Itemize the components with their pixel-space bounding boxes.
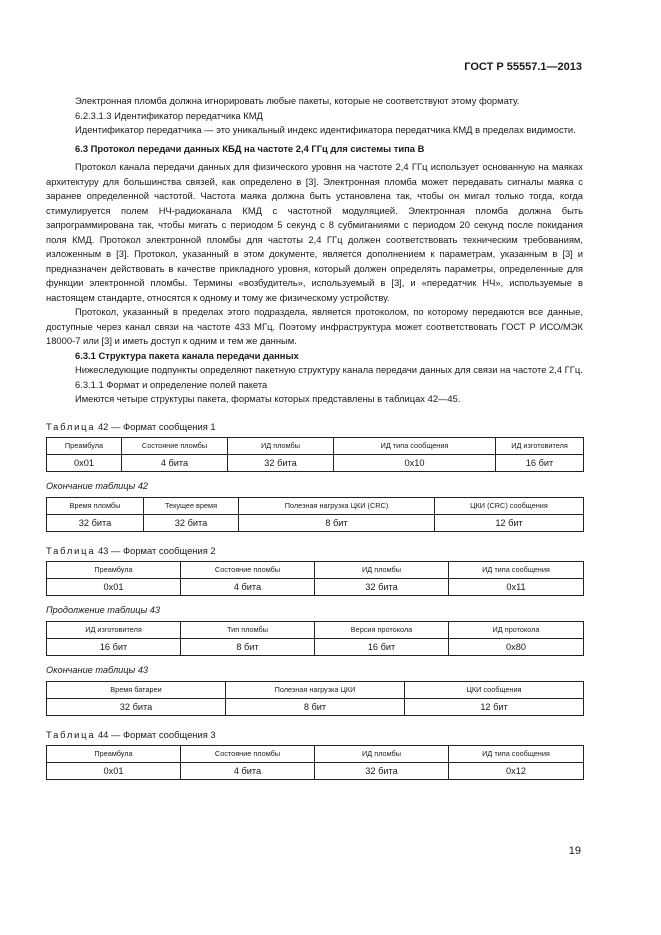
header-cell: ЦКИ (CRC) сообщения (435, 497, 584, 514)
header-cell: ИД изготовителя (47, 621, 181, 638)
value-cell: 16 бит (315, 638, 449, 655)
page-body (46, 94, 583, 780)
header-cell: ИД типа сообщения (334, 437, 496, 454)
table-42-end (46, 497, 584, 532)
value-cell: 12 бит (435, 514, 584, 531)
table-header-row (47, 561, 584, 578)
table-label-word: Таблица (46, 420, 96, 432)
table-row (47, 454, 584, 471)
table-43-continued (46, 621, 584, 656)
value-cell: 32 бита (47, 514, 144, 531)
table-label-rest: 44 — Формат сообщения 3 (95, 728, 216, 740)
value-cell: 12 бит (405, 698, 584, 715)
value-cell: 0x12 (449, 762, 584, 779)
value-cell: 8 бит (181, 638, 315, 655)
paragraph: Протокол канала передачи данных для физического уровня на частоте 2,4 ГГц использует основанную на маяках архитектуру для большинства связей, как определено в [3]. Электронная пломба может передавать сигналы маяка с заранее определенной частотой. Частота маяка должна быть установлена так, чтобы он мигал только тогда, когда стимулируется полем НЧ-радиоканала КМД с частотной модуляцией. Электронная пломба должна быть запрограммирована так, чтобы мигать с периодом 5 секунд с 8 субмиганиями с периодом 20 секунд после покидания поля КМД. Протокол электронной пломбы для частоты 2,4 ГГц должен соответствовать техническим требованиям, изложенным в [3]. Протокол, указанный в этом документе, является дополнением к параметрам, указанным в [3] и предназначен действовать в качестве прикладного уровня, который должен определять параметры, определенные для функции электронной пломбы. Термины «возбудитель», используемый в [3], и «передатчик НЧ», используемые в настоящем стандарте, относятся к одному и тому же физическому устройству. (46, 161, 583, 303)
header-cell: ИД пломбы (315, 561, 449, 578)
page-number: 19 (568, 845, 581, 857)
value-cell: 16 бит (496, 454, 584, 471)
clause-heading: 6.2.3.1.3 Идентификатор передатчика КМД (75, 109, 263, 121)
value-cell: 32 бита (47, 698, 226, 715)
paragraph: Идентификатор передатчика — это уникальный индекс идентификатора передатчика КМД в пределах видимости. (75, 124, 576, 135)
header-cell: ИД изготовителя (496, 437, 584, 454)
table-row (47, 698, 584, 715)
value-cell: 0x11 (449, 578, 584, 595)
header-cell: Время пломбы (47, 497, 144, 514)
value-cell: 8 бит (226, 698, 405, 715)
table-44-caption (46, 728, 583, 741)
header-cell: ИД пломбы (315, 745, 449, 762)
value-cell: 0x01 (47, 578, 181, 595)
value-cell: 0x01 (47, 454, 122, 471)
table-row (47, 514, 584, 531)
header-cell: ИД типа сообщения (449, 561, 584, 578)
table-header-row (47, 497, 584, 514)
header-cell: Тип пломбы (181, 621, 315, 638)
header-cell: Состояние пломбы (181, 745, 315, 762)
header-cell: ИД пломбы (228, 437, 334, 454)
table-43-caption (46, 544, 583, 557)
table-label-rest: 42 — Формат сообщения 1 (95, 420, 216, 432)
table-end-label: Окончание таблицы 43 (46, 664, 149, 675)
value-cell: 32 бита (144, 514, 239, 531)
header-cell: Версия протокола (315, 621, 449, 638)
value-cell: 32 бита (228, 454, 334, 471)
paragraph: Электронная пломба должна игнорировать любые пакеты, которые не соответствуют этому формату. (75, 95, 520, 106)
table-row (47, 578, 584, 595)
value-cell: 0x80 (449, 638, 584, 655)
document-header: ГОСТ Р 55557.1—2013 (464, 61, 582, 73)
value-cell: 32 бита (315, 762, 449, 779)
table-continuation-label: Продолжение таблицы 43 (46, 604, 161, 615)
paragraph: Нижеследующие подпункты определяют пакетную структуру канала передачи данных для связи на частоте 2,4 ГГц. (75, 364, 583, 375)
table-43-end (46, 681, 584, 716)
value-cell: 0x10 (334, 454, 496, 471)
table-label-rest: 43 — Формат сообщения 2 (95, 544, 216, 556)
header-cell: Время батареи (47, 681, 226, 698)
table-43 (46, 561, 584, 596)
table-header-row (47, 745, 584, 762)
table-42 (46, 437, 584, 472)
header-cell: Преамбула (47, 437, 122, 454)
table-row (47, 638, 584, 655)
table-header-row (47, 437, 584, 454)
subsection-heading: 6.3.1 Структура пакета канала передачи данных (75, 349, 299, 361)
table-header-row (47, 621, 584, 638)
paragraph: Протокол, указанный в пределах этого подраздела, является протоколом, по которому передаются все данные, доступные через канал связи на частоте 433 МГц. Поэтому инфраструктура может соответствовать ГОСТ Р ИСО/МЭК 18000-7 или [3] и иметь доступ к одним и тем же данным. (46, 306, 583, 346)
value-cell: 0x01 (47, 762, 181, 779)
header-cell: Преамбула (47, 561, 181, 578)
value-cell: 4 бита (181, 762, 315, 779)
header-cell: ИД типа сообщения (449, 745, 584, 762)
header-cell: ИД протокола (449, 621, 584, 638)
value-cell: 32 бита (315, 578, 449, 595)
table-44 (46, 745, 584, 780)
header-cell: Состояние пломбы (122, 437, 228, 454)
header-cell: ЦКИ сообщения (405, 681, 584, 698)
clause-heading: 6.3.1.1 Формат и определение полей пакета (75, 378, 268, 390)
table-row (47, 762, 584, 779)
value-cell: 4 бита (122, 454, 228, 471)
table-continuation-label: Окончание таблицы 42 (46, 480, 149, 491)
value-cell: 4 бита (181, 578, 315, 595)
header-cell: Текущее время (144, 497, 239, 514)
table-label-word: Таблица (46, 544, 96, 556)
value-cell: 8 бит (239, 514, 435, 531)
value-cell: 16 бит (47, 638, 181, 655)
paragraph: Имеются четыре структуры пакета, форматы которых представлены в таблицах 42—45. (75, 393, 461, 404)
header-cell: Состояние пломбы (181, 561, 315, 578)
section-heading: 6.3 Протокол передачи данных КБД на частоте 2,4 ГГц для системы типа В (75, 142, 425, 154)
header-cell: Преамбула (47, 745, 181, 762)
table-label-word: Таблица (46, 728, 96, 740)
table-header-row (47, 681, 584, 698)
table-42-caption (46, 420, 583, 433)
header-cell: Полезная нагрузка ЦКИ (226, 681, 405, 698)
header-cell: Полезная нагрузка ЦКИ (CRC) (239, 497, 435, 514)
